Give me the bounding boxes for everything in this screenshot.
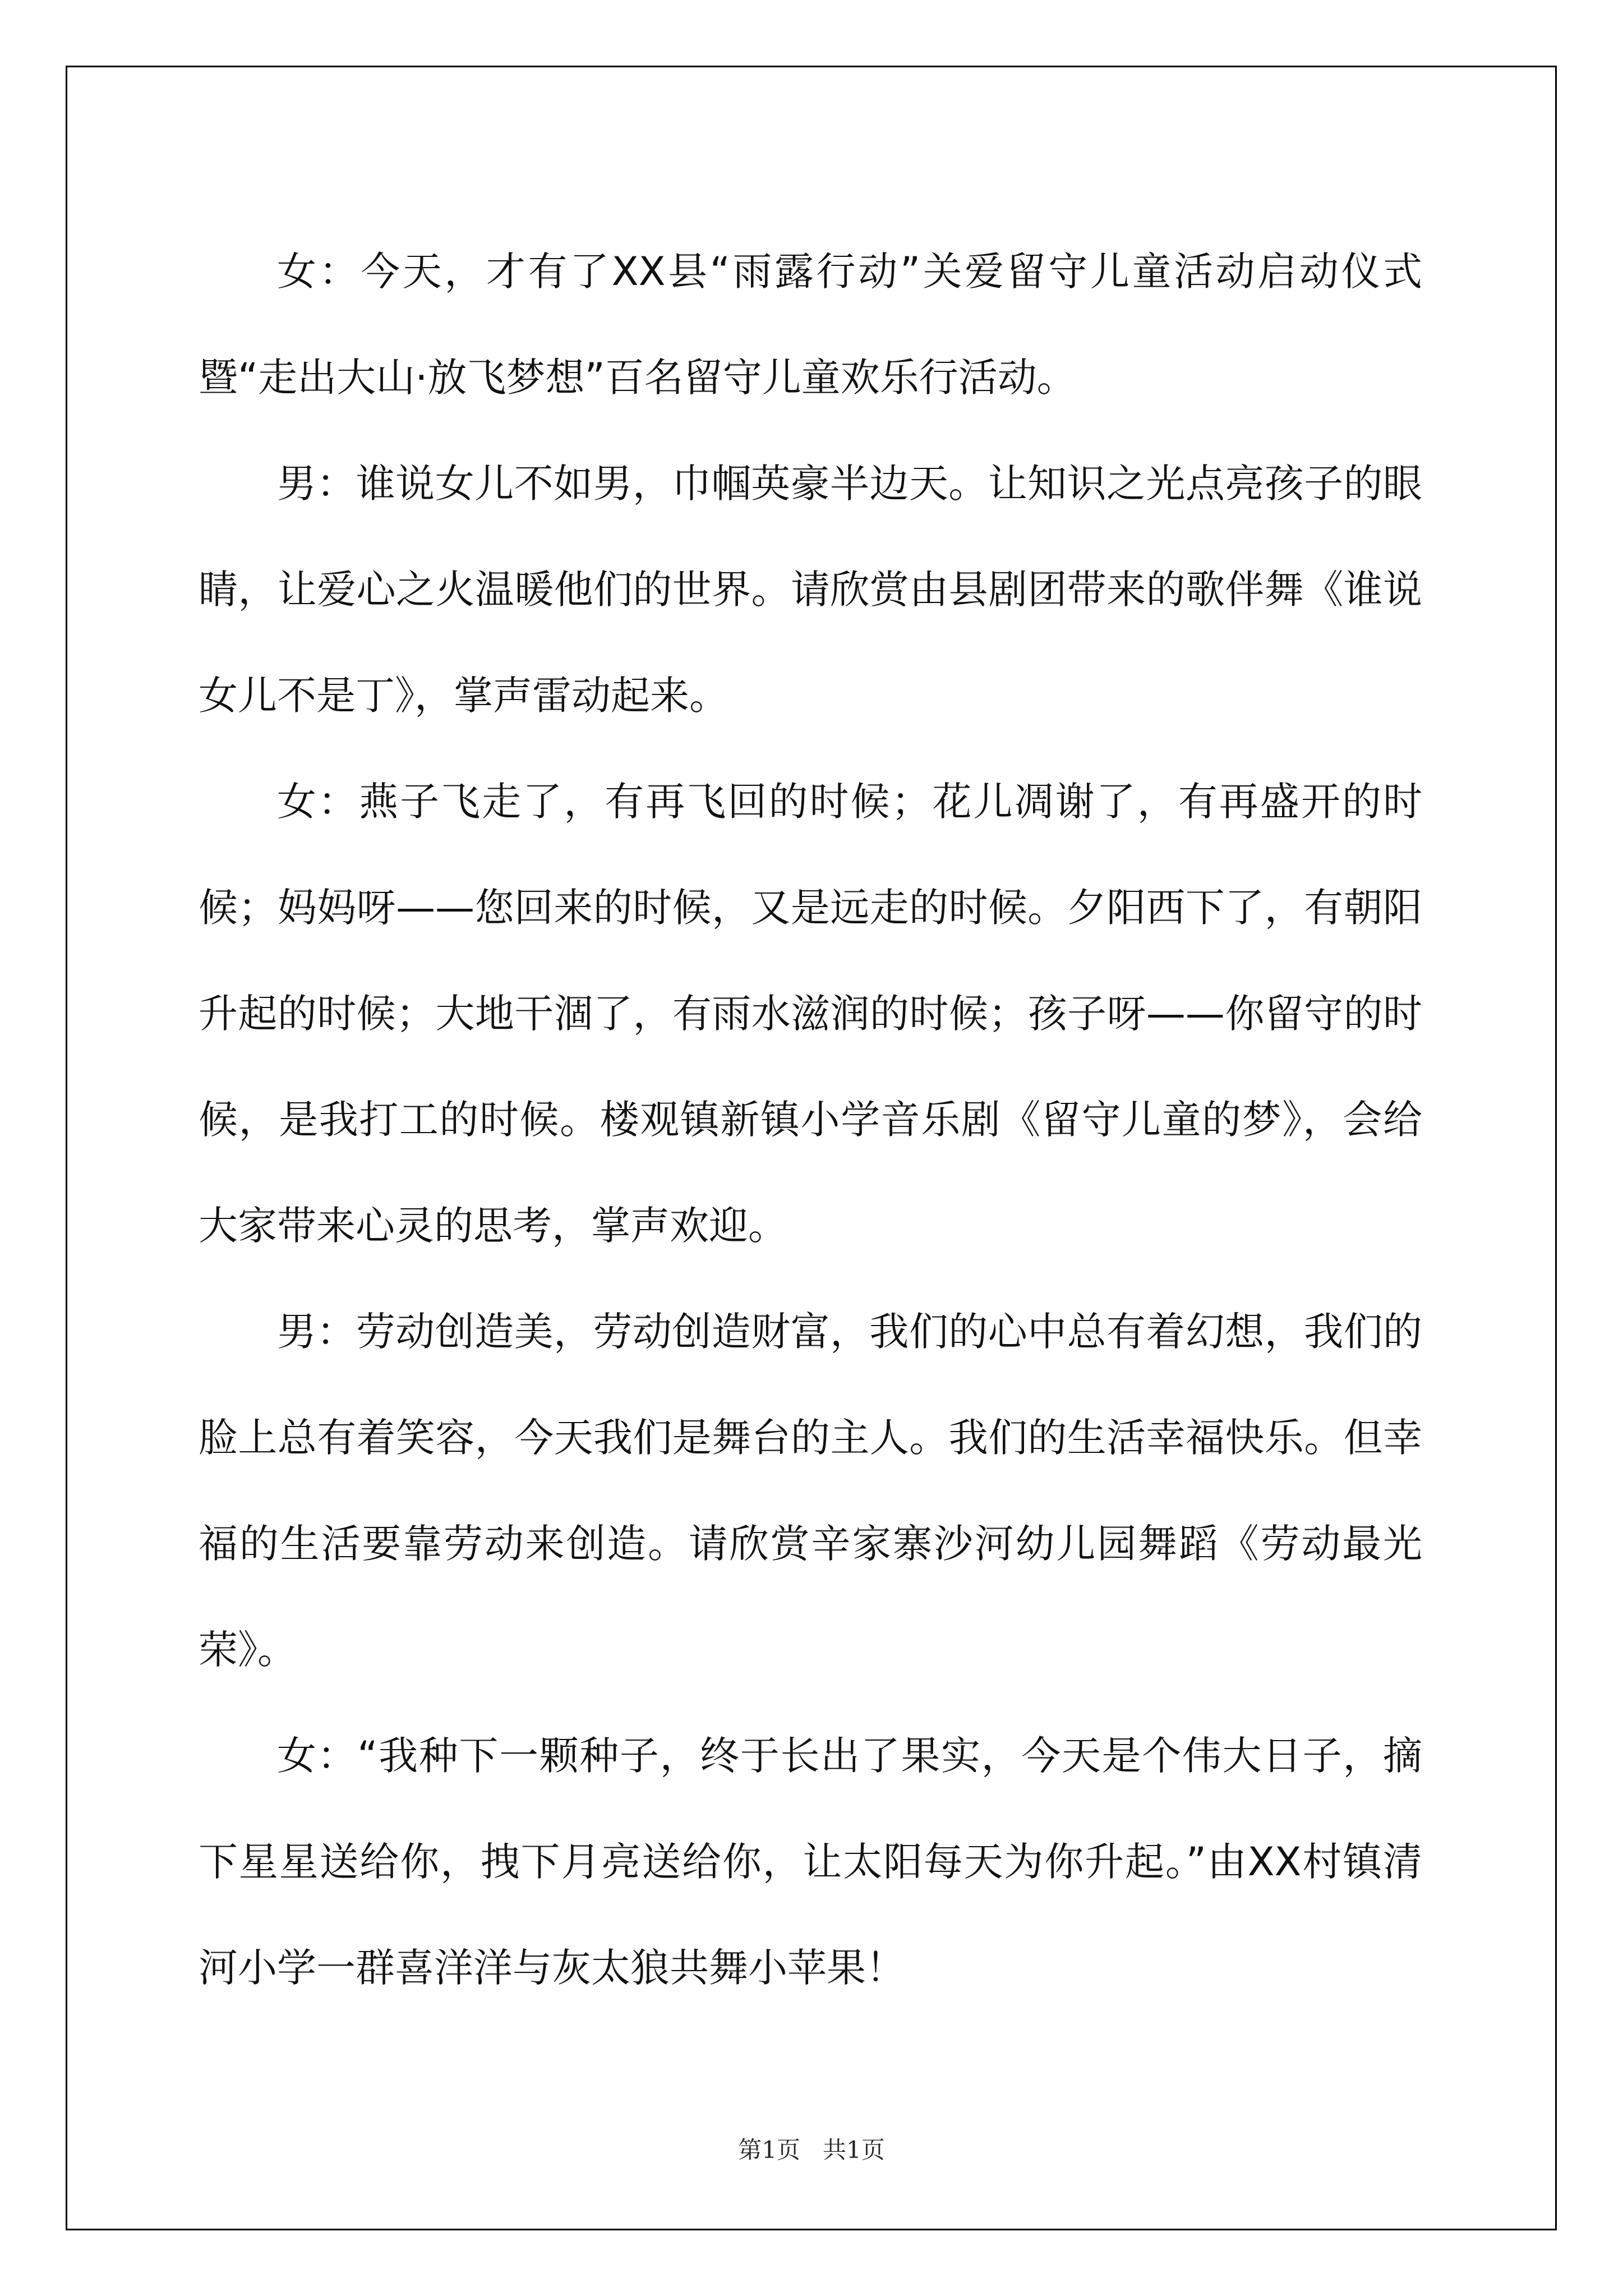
paragraph-4: 男：劳动创造美，劳动创造财富，我们的心中总有着幻想，我们的脸上总有着笑容，今天我们是舞台的主人。我们的生活幸福快乐。但幸福的生活要靠劳动来创造。请欣赏辛家寨沙河幼儿园舞蹈《劳动最光荣》。 <box>199 1309 1422 1673</box>
paragraph-1: 女：今天，才有了XX县“雨露行动”关爱留守儿童活动启动仪式暨“走出大山·放飞梦想”百名留守儿童欢乐行活动。 <box>199 249 1422 401</box>
document-body <box>199 219 1422 2021</box>
paragraph-5: 女：“我种下一颗种子，终于长出了果实，今天是个伟大日子，摘下星星送给你，拽下月亮送给你，让太阳每天为你升起。”由XX村镇清河小学一群喜洋洋与灰太狼共舞小苹果！ <box>199 1733 1422 1991</box>
page-footer: 第1页 共1页 <box>738 2136 885 2164</box>
paragraph-2: 男：谁说女儿不如男，巾帼英豪半边天。让知识之光点亮孩子的眼睛，让爱心之火温暖他们的世界。请欣赏由县剧团带来的歌伴舞《谁说女儿不是丁》，掌声雷动起来。 <box>199 461 1422 719</box>
paragraph-3: 女：燕子飞走了，有再飞回的时候；花儿凋谢了，有再盛开的时候；妈妈呀——您回来的时候，又是远走的时候。夕阳西下了，有朝阳升起的时候；大地干涸了，有雨水滋润的时候；孩子呀——你留守的时候，是我打工的时候。楼观镇新镇小学音乐剧《留守儿童的梦》，会给大家带来心灵的思考，掌声欢迎。 <box>199 779 1422 1249</box>
